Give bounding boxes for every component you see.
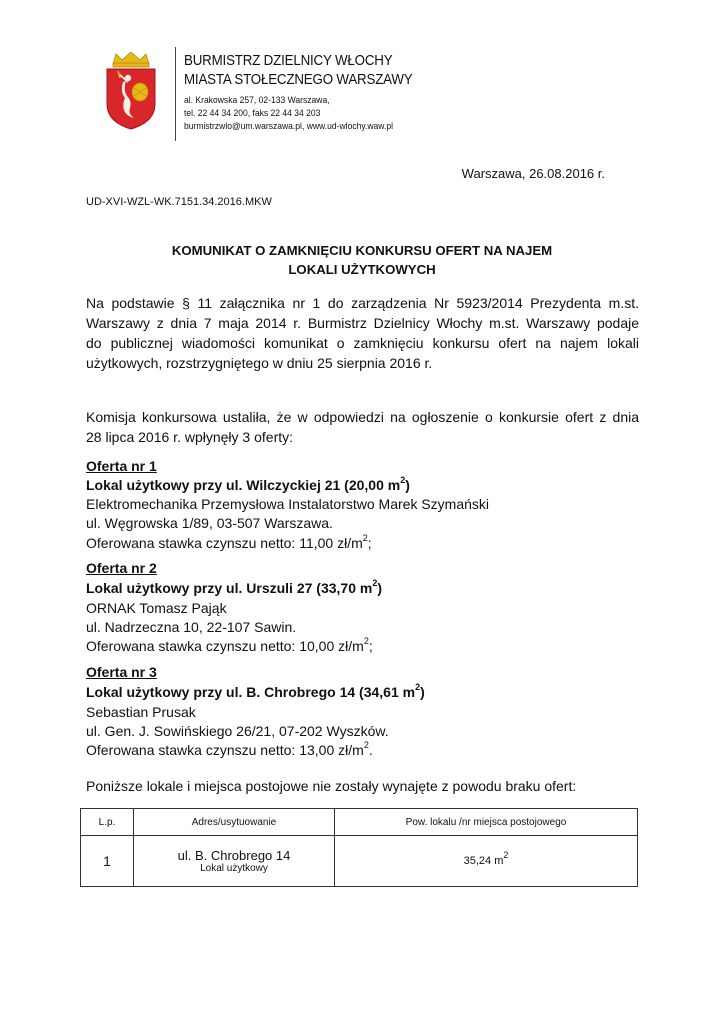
offer-location: Lokal użytkowy przy ul. B. Chrobrego 14 (34,61 $m^2$) <box>86 682 425 700</box>
warsaw-crest-icon <box>104 52 158 130</box>
header-divider <box>175 47 176 141</box>
title-line1: KOMUNIKAT O ZAMKNIĘCIU KONKURSU OFERT NA NAJEM <box>171 243 553 258</box>
table-header-row <box>81 809 638 836</box>
table-row <box>81 836 638 887</box>
column-header-area: Pow. lokalu /nr miejsca postojowego <box>335 809 638 836</box>
offer-address: ul. Gen. J. Sowińskiego 26/21, 07-202 Wyszków. <box>86 723 389 739</box>
intro-paragraph <box>86 293 639 373</box>
offer-heading: Oferta nr 3 <box>86 664 157 680</box>
intro-line: użytkowych, rozstrzygniętego w dniu 25 sierpnia 2016 r. <box>86 355 433 371</box>
cell-address-type: Lokal użytkowy <box>200 863 268 874</box>
commission-line: 28 lipca 2016 r. wpłynęły 3 oferty: <box>86 429 294 445</box>
title-line2: LOKALI UŻYTKOWYCH <box>288 262 436 277</box>
offer-address: ul. Nadrzeczna 10, 22-107 Sawin. <box>86 619 297 635</box>
intro-line: Warszawy z dnia 7 maja 2014 r. Burmistrz Dzielnicy Włochy m.st. Warszawy podaje <box>86 315 639 331</box>
offer-bidder: ORNAK Tomasz Pająk <box>86 600 227 616</box>
offer-rate: Oferowana stawka czynszu netto: 13,00 $zł/m^2$. <box>86 740 373 758</box>
org-name-line1: BURMISTRZ DZIELNICY WŁOCHY <box>184 53 393 69</box>
unrented-note: Poniższe lokale i miejsca postojowe nie zostały wynajęte z powodu braku ofert: <box>86 778 577 794</box>
offer-rate: Oferowana stawka czynszu netto: 11,00 $zł/m^2$; <box>86 533 372 551</box>
cell-address-street: ul. B. Chrobrego 14 <box>177 848 291 863</box>
commission-line: Komisja konkursowa ustaliła, że w odpowiedzi na ogłoszenie o konkursie ofert z dnia <box>86 409 639 425</box>
offer-bidder: Sebastian Prusak <box>86 704 196 720</box>
reference-number: UD-XVI-WZL-WK.7151.34.2016.MKW <box>86 196 272 208</box>
org-address: al. Krakowska 257, 02-133 Warszawa, <box>184 95 330 106</box>
cell-area: 35,24 $m^2$ <box>335 836 638 887</box>
column-header-lp: L.p. <box>81 809 134 836</box>
offer-location: Lokal użytkowy przy ul. Urszuli 27 (33,70 $m^2$) <box>86 578 383 596</box>
offer-heading: Oferta nr 2 <box>86 560 157 576</box>
offer-rate: Oferowana stawka czynszu netto: 10,00 $zł/m^2$; <box>86 636 373 654</box>
intro-line: Na podstawie § 11 załącznika nr 1 do zarządzenia Nr 5923/2014 Prezydenta m.st. <box>86 295 639 311</box>
offer-location: Lokal użytkowy przy ul. Wilczyckiej 21 (20,00 $m^2$) <box>86 475 410 493</box>
column-header-address: Adres/usytuowanie <box>134 809 335 836</box>
org-email: burmistrzwlo@um.warszawa.pl, www.ud-wlochy.waw.pl <box>184 121 394 132</box>
org-name-line2: MIASTA STOŁECZNEGO WARSZAWY <box>184 72 413 88</box>
unrented-table <box>80 808 638 887</box>
cell-lp: 1 <box>81 836 134 887</box>
offer-address: ul. Węgrowska 1/89, 03-507 Warszawa. <box>86 515 333 531</box>
org-phone: tel. 22 44 34 200, faks 22 44 34 203 <box>184 108 321 119</box>
cell-address <box>134 836 335 887</box>
intro-line: do publicznej wiadomości komunikat o zamknięciu konkursu ofert na najem lokali <box>86 335 639 351</box>
offer-heading: Oferta nr 1 <box>86 458 157 474</box>
document-date: Warszawa, 26.08.2016 r. <box>461 166 605 181</box>
offer-bidder: Elektromechanika Przemysłowa Instalatorstwo Marek Szymański <box>86 496 490 512</box>
commission-paragraph <box>86 407 639 447</box>
